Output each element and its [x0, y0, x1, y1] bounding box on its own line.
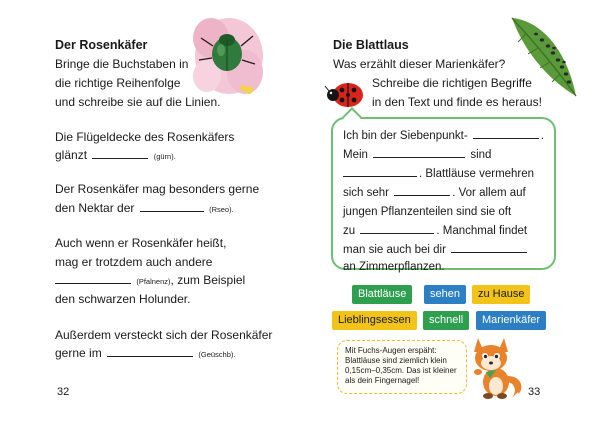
word-zu-hause[interactable]: zu Hause	[472, 285, 530, 304]
bubble-line7: man sie auch bei dir	[343, 243, 529, 257]
sentence4-pre: gerne im	[55, 346, 102, 360]
bubble-line2: Mein sind	[343, 149, 492, 161]
sentence3-line3	[55, 273, 245, 289]
sentence4-line1: Außerdem versteckt sich der Rosenkäfer	[55, 328, 273, 342]
sentence3-line2: mag er trotzdem auch andere	[55, 255, 213, 269]
sentence1-line1: Die Flügeldecke des Rosenkäfers	[55, 130, 235, 144]
answer-blank[interactable]	[394, 186, 450, 196]
answer-blank[interactable]	[55, 274, 131, 284]
page-number-left: 32	[57, 386, 70, 398]
sentence1-pre: glänzt	[55, 148, 88, 162]
left-intro-3: und schreibe sie auf die Linien.	[55, 95, 221, 109]
word-schnell[interactable]: schnell	[423, 311, 469, 330]
fox-info-line4: als dein Fingernagel!	[345, 376, 420, 385]
answer-blank[interactable]	[360, 224, 434, 234]
sentence2-line1: Der Rosenkäfer mag besonders gerne	[55, 182, 260, 196]
left-intro-1: Bringe die Buchstaben in	[55, 57, 189, 71]
sentence3-line4: den schwarzen Holunder.	[55, 292, 191, 306]
right-intro-3: in den Text und finde es heraus!	[372, 95, 542, 109]
left-intro-2: die richtige Reihenfolge	[55, 76, 181, 90]
left-title: Der Rosenkäfer	[55, 38, 148, 52]
rose-beetle-illustration	[187, 10, 265, 102]
fox-info-line2: Blattläuse sind ziemlich klein	[345, 356, 447, 365]
answer-blank[interactable]	[473, 129, 539, 139]
word-blattlaeuse[interactable]: Blattläuse	[352, 285, 412, 304]
answer-blank[interactable]	[140, 202, 204, 212]
page-number-right: 33	[528, 386, 541, 398]
bubble-line4: sich sehr . Vor allem auf	[343, 187, 526, 199]
word-marienkaefer[interactable]: Marienkäfer	[476, 311, 546, 330]
answer-blank[interactable]	[92, 149, 148, 159]
right-intro-1: Was erzählt dieser Marienkäfer?	[333, 57, 506, 71]
bubble-line1: Ich bin der Siebenpunkt- .	[343, 130, 545, 142]
sentence4-hint: (Geüschb).	[198, 350, 236, 359]
sentence3-hint: (Pfalnenz)	[136, 277, 171, 286]
right-title: Die Blattlaus	[333, 38, 409, 52]
answer-blank[interactable]	[451, 243, 527, 253]
word-lieblingsessen[interactable]: Lieblingsessen	[332, 311, 417, 330]
sentence2-line2	[55, 201, 234, 217]
aphid-leaf-illustration	[508, 12, 580, 100]
fox-mascot-illustration	[462, 332, 526, 400]
sentence2-pre: den Nektar der	[55, 201, 135, 215]
bubble-line5: jungen Pflanzenteilen sind sie oft	[343, 206, 512, 218]
sentence3-line1: Auch wenn er Rosenkäfer heißt,	[55, 236, 227, 250]
sentence1-hint: (gürn).	[153, 152, 176, 161]
bubble-line6: zu . Manchmal findet	[343, 225, 528, 237]
answer-blank[interactable]	[343, 167, 417, 177]
word-sehen[interactable]: sehen	[424, 285, 466, 304]
sentence3-post: , zum Beispiel	[170, 273, 246, 287]
fox-info-line3: 0,15cm–0,35cm. Das ist kleiner	[345, 366, 457, 375]
sentence1-line2	[55, 148, 176, 164]
bubble-line3: . Blattläuse vermehren	[343, 167, 534, 181]
fox-info-line1: Mit Fuchs-Augen erspäht:	[345, 346, 437, 355]
fox-info-box	[337, 340, 467, 394]
answer-blank[interactable]	[107, 347, 193, 357]
sentence2-hint: (Rseo).	[209, 205, 234, 214]
sentence4-line2	[55, 346, 235, 362]
ladybug-illustration	[324, 78, 366, 110]
bubble-line8: an Zimmerpflanzen.	[343, 261, 445, 273]
right-intro-2: Schreibe die richtigen Begriffe	[372, 76, 532, 90]
speech-bubble	[331, 117, 556, 273]
answer-blank[interactable]	[373, 148, 465, 158]
